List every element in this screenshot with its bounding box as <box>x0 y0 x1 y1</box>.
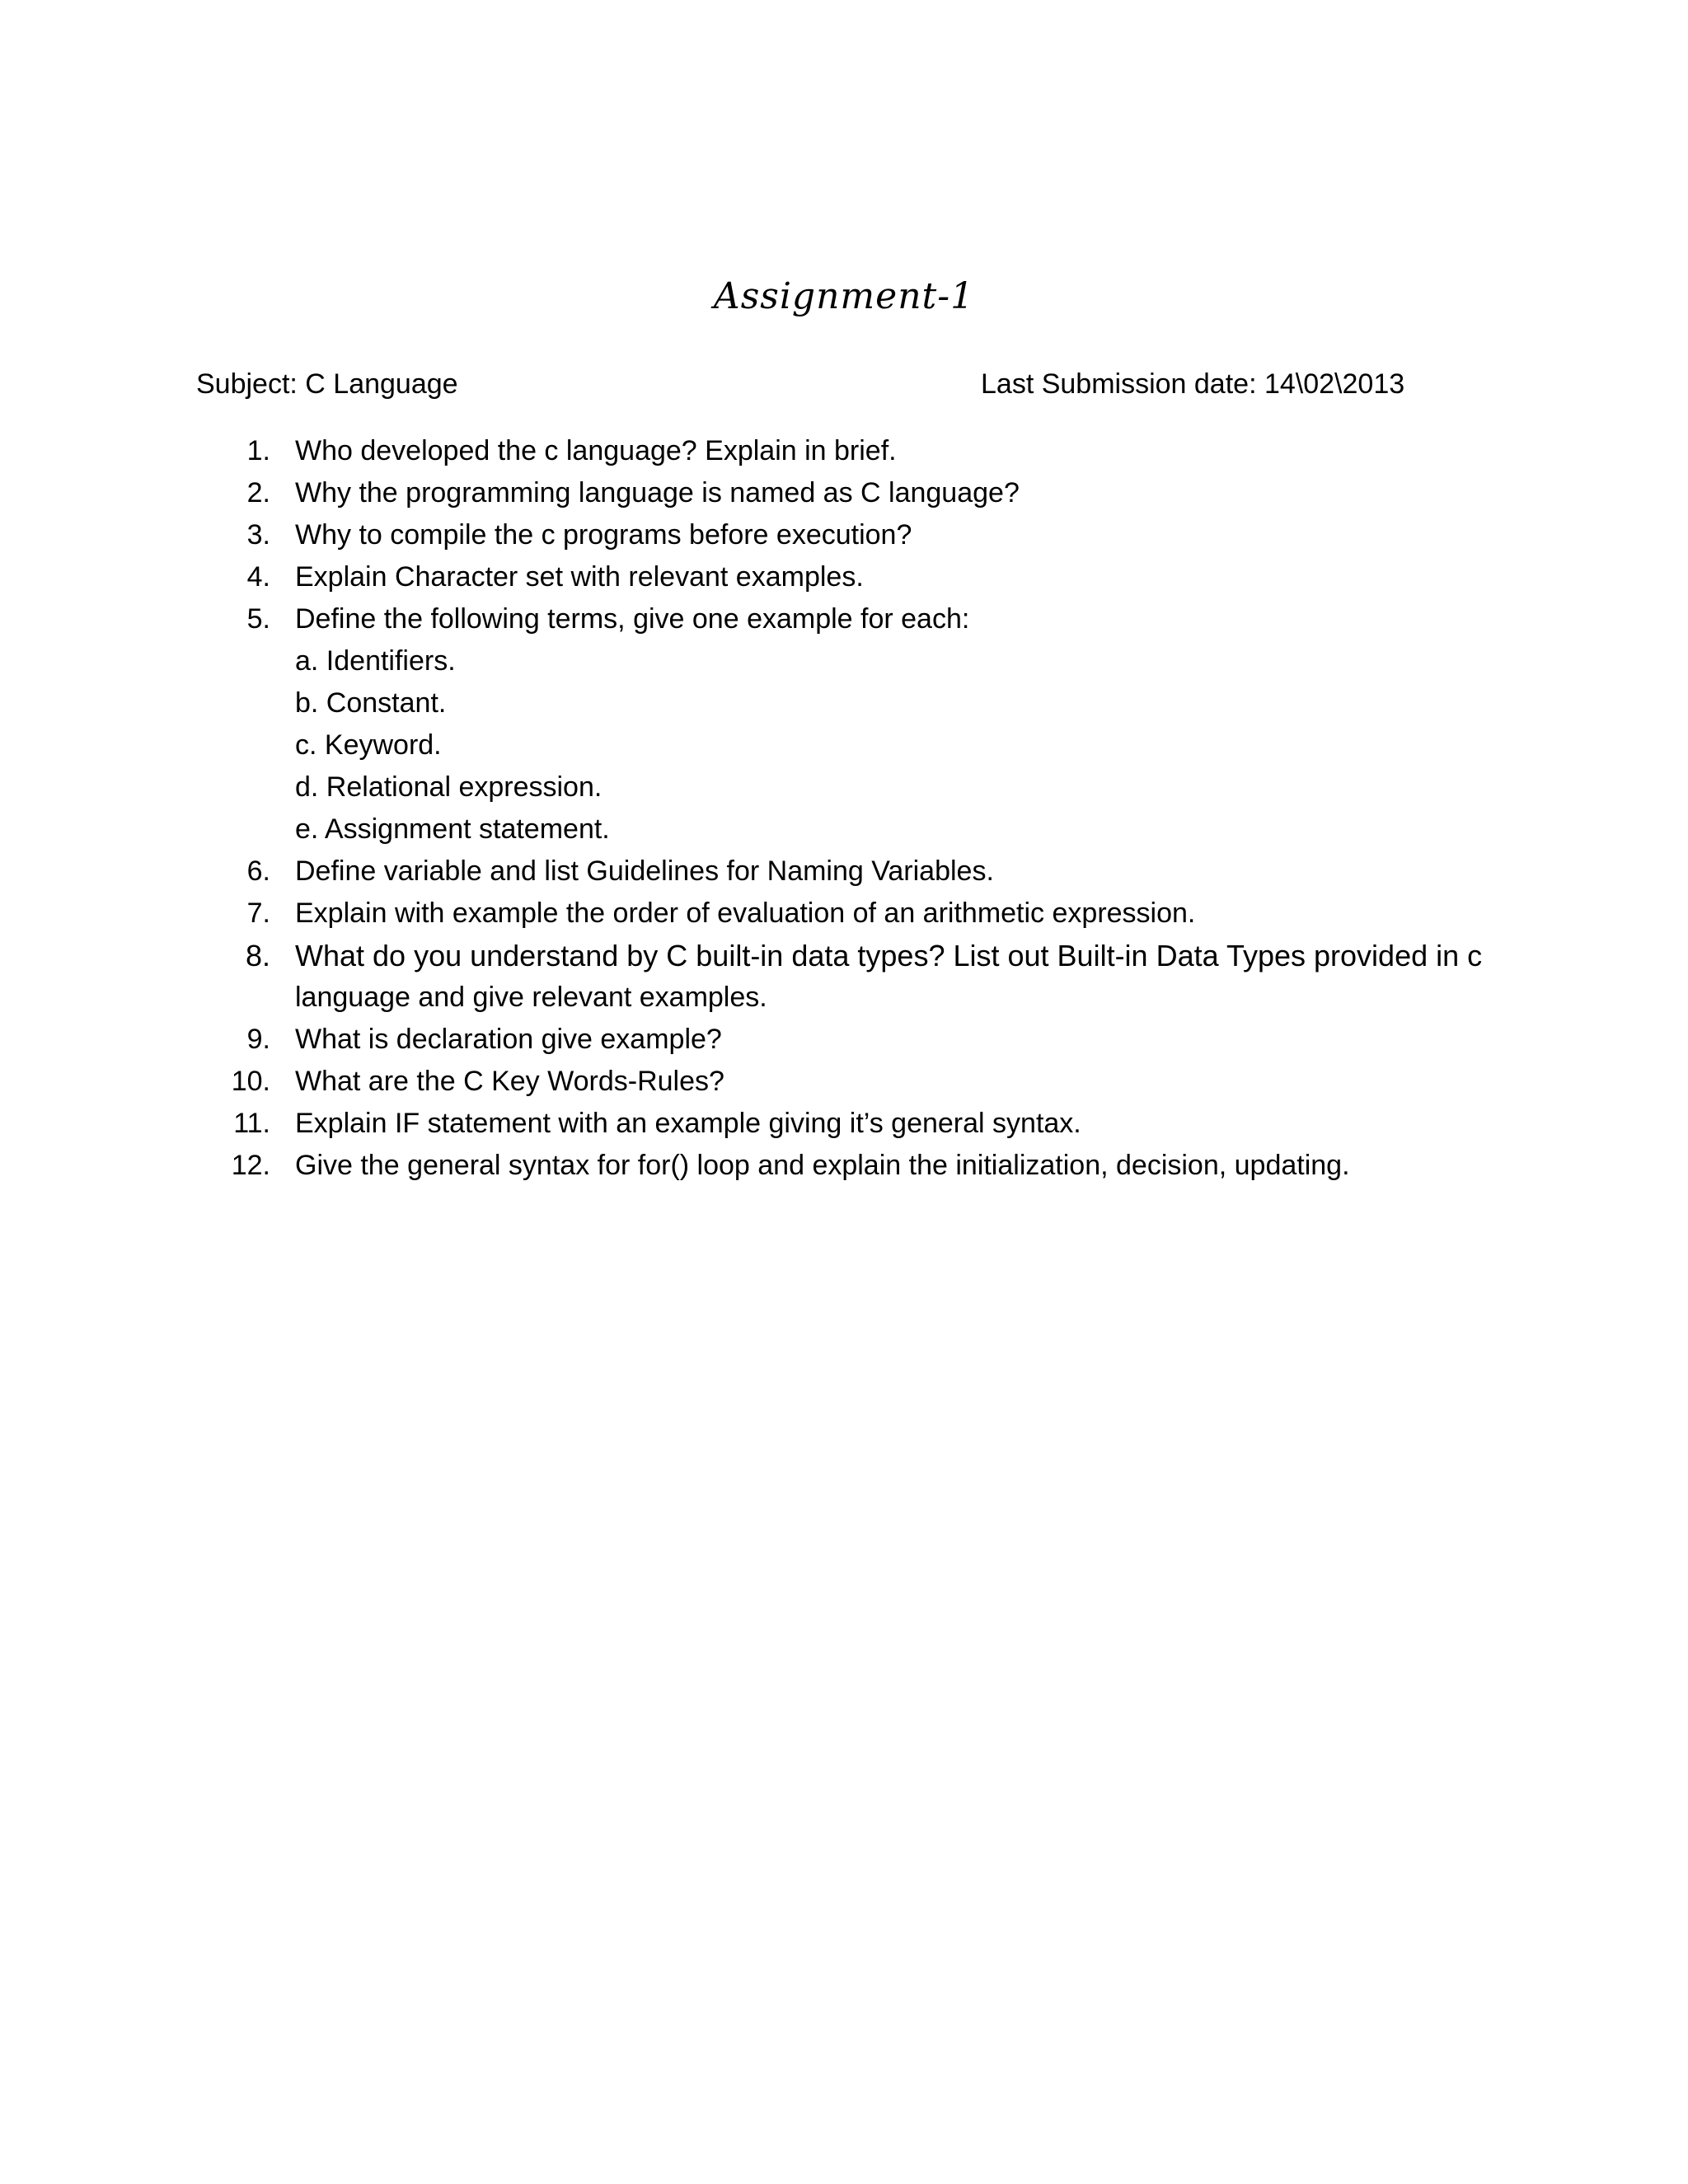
sub-item-text: d. Relational expression. <box>295 771 603 803</box>
question-text: language and give relevant examples. <box>295 982 767 1013</box>
question-text: Explain IF statement with an example giving it’s general syntax. <box>295 1108 1081 1139</box>
question-item-6 <box>0 851 1688 893</box>
question-text: Explain with example the order of evaluation of an arithmetic expression. <box>295 898 1196 929</box>
sub-item-e <box>0 808 1688 851</box>
sub-item-a <box>0 640 1688 682</box>
question-text: What do you understand by C built-in data types? List out Built-in Data Types provided in c <box>295 939 1483 972</box>
sub-item-c <box>0 724 1688 766</box>
question-item-12 <box>0 1145 1688 1187</box>
question-number: 5. <box>246 603 270 635</box>
question-text: Define variable and list Guidelines for Naming Variables. <box>295 855 994 887</box>
question-number: 3. <box>246 519 270 551</box>
sub-item-text: c. Keyword. <box>295 729 442 761</box>
assignment-title: Assignment-1 <box>713 275 975 317</box>
sub-item-text: b. Constant. <box>295 687 447 719</box>
question-list <box>0 430 1688 1187</box>
sub-item-b <box>0 682 1688 724</box>
question-item-4 <box>0 556 1688 598</box>
question-text: Why to compile the c programs before execution? <box>295 519 912 551</box>
question-number: 8. <box>245 939 270 972</box>
sub-item-d <box>0 766 1688 808</box>
question-number: 9. <box>246 1024 270 1055</box>
question-item-1 <box>0 430 1688 472</box>
sub-item-text: a. Identifiers. <box>295 645 456 677</box>
question-item-7 <box>0 893 1688 935</box>
submission-date: Last Submission date: 14\02\2013 <box>981 368 1405 400</box>
question-number: 11. <box>233 1108 270 1139</box>
question-text: What are the C Key Words-Rules? <box>295 1066 724 1097</box>
question-text: Why the programming language is named as C language? <box>295 477 1020 509</box>
question-text: What is declaration give example? <box>295 1024 722 1055</box>
question-number: 4. <box>246 561 270 593</box>
question-item-10 <box>0 1061 1688 1103</box>
question-item-8-continuation <box>0 977 1688 1019</box>
question-number: 7. <box>246 898 270 929</box>
question-number: 2. <box>246 477 270 509</box>
question-number: 6. <box>246 855 270 887</box>
question-item-3 <box>0 514 1688 556</box>
question-item-9 <box>0 1019 1688 1061</box>
question-item-8 <box>0 935 1688 977</box>
sub-item-text: e. Assignment statement. <box>295 813 610 845</box>
question-text: Explain Character set with relevant examples. <box>295 561 864 593</box>
question-item-5 <box>0 598 1688 640</box>
question-number: 10. <box>231 1066 270 1097</box>
question-text: Define the following terms, give one example for each: <box>295 603 970 635</box>
question-text: Give the general syntax for for() loop and explain the initialization, decision, updating. <box>295 1150 1350 1181</box>
question-number: 1. <box>246 435 270 466</box>
question-item-2 <box>0 472 1688 514</box>
subject-line: Subject: C Language <box>196 368 458 400</box>
question-number: 12. <box>231 1150 270 1181</box>
question-item-11 <box>0 1103 1688 1145</box>
question-text: Who developed the c language? Explain in brief. <box>295 435 897 466</box>
